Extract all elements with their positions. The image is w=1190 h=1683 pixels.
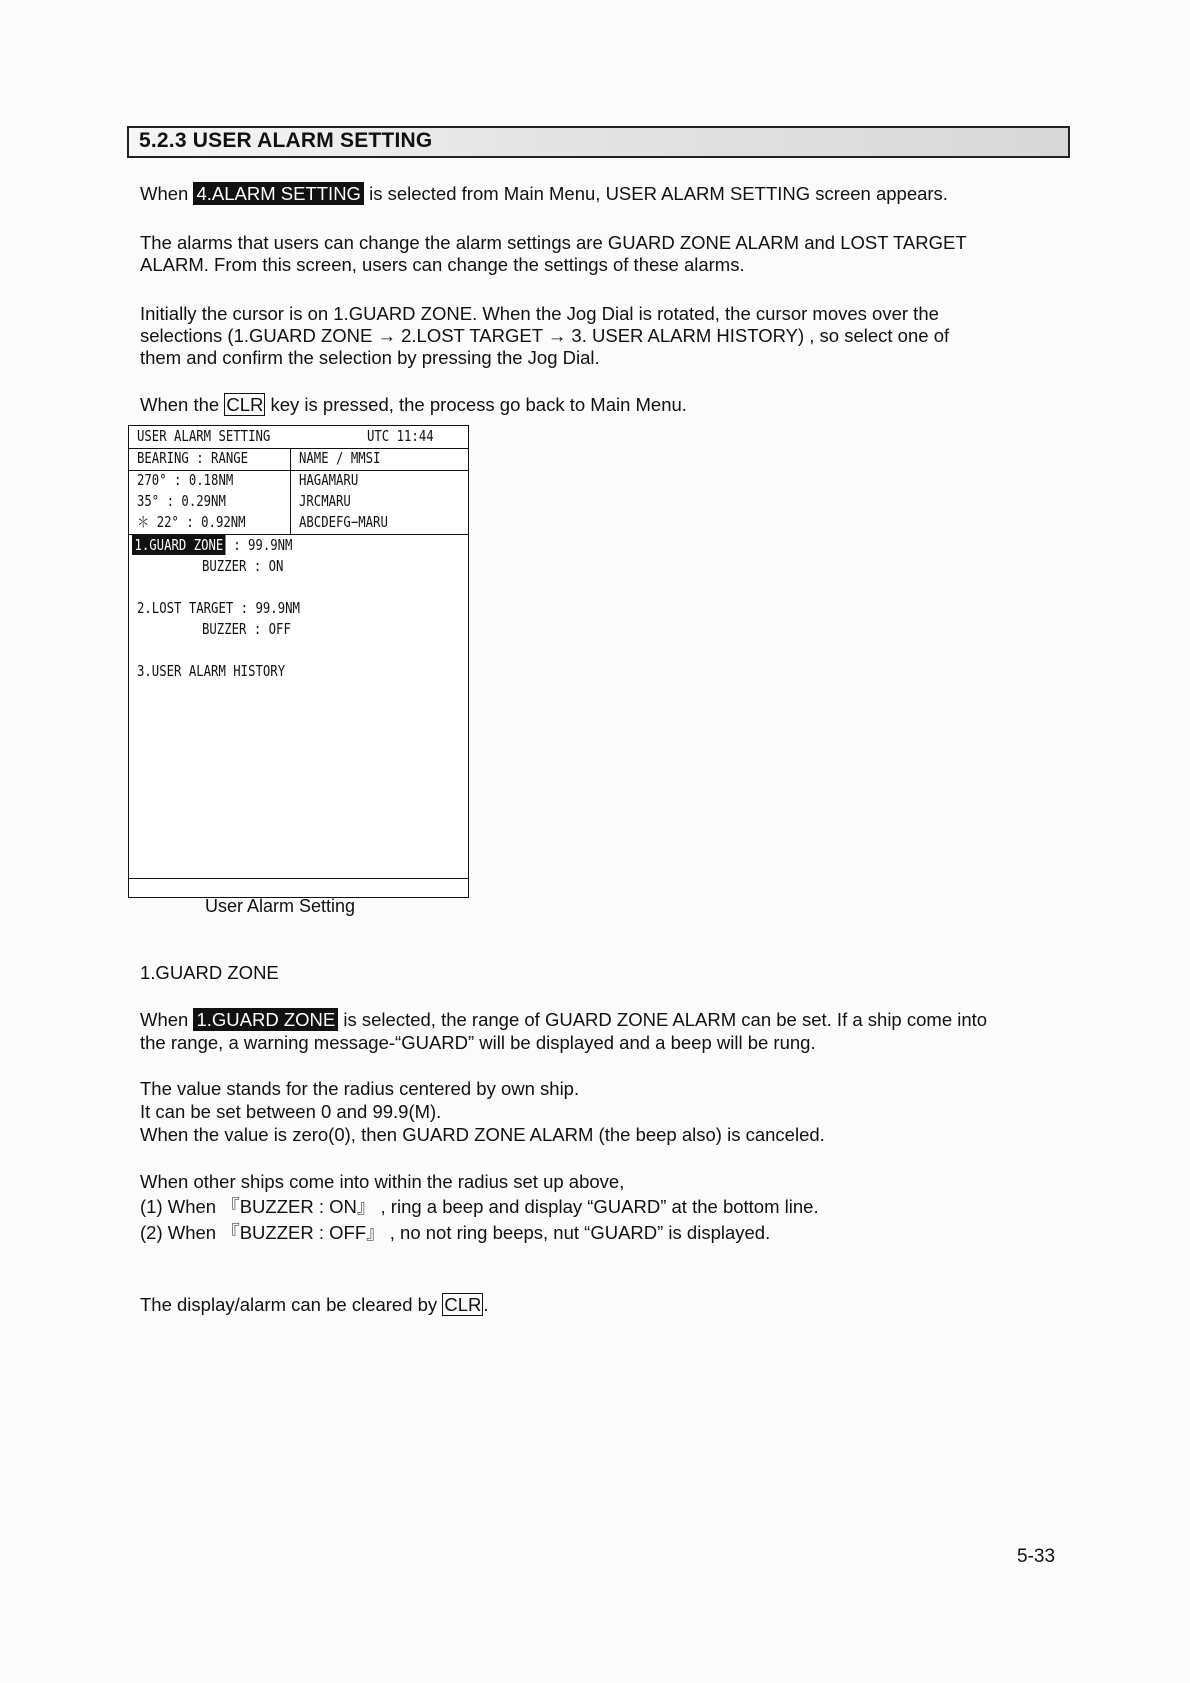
guard-paragraph-2-line-2: It can be set between 0 and 99.9(M). xyxy=(140,1101,442,1122)
text: key is pressed, the process go back to Main Menu. xyxy=(265,394,687,415)
text: When xyxy=(140,183,194,204)
text: When the xyxy=(140,394,225,415)
lost-target-item[interactable]: 2.LOST TARGET : 99.9NM xyxy=(137,599,300,617)
guard-paragraph-2-line-1: The value stands for the radius centered by own ship. xyxy=(140,1078,580,1099)
guard-paragraph-2-line-3: When the value is zero(0), then GUARD ZONE ALARM (the beep also) is canceled. xyxy=(140,1124,825,1145)
lost-target-buzzer[interactable]: BUZZER : OFF xyxy=(202,620,291,638)
guard-zone-label-selected[interactable]: 1.GUARD ZONE xyxy=(132,535,226,555)
menu-key-alarm-setting: 4.ALARM SETTING xyxy=(193,182,363,205)
intro-paragraph-3-line-1: Initially the cursor is on 1.GUARD ZONE. When the Jog Dial is rotated, the cursor moves over the xyxy=(140,303,939,324)
text: The display/alarm can be cleared by xyxy=(140,1294,443,1315)
target-bearing-range: 270° : 0.18NM xyxy=(137,471,234,489)
target-name: HAGAMARU xyxy=(299,471,359,489)
target-bearing-range: 35° : 0.29NM xyxy=(137,492,226,510)
target-name: ABCDEFG−MARU xyxy=(299,513,388,531)
guard-zone-buzzer[interactable]: BUZZER : ON xyxy=(202,557,284,575)
target-bearing-range: ＊ 22° : 0.92NM xyxy=(137,513,246,531)
guard-paragraph-3-line-1: When other ships come into within the radius set up above, xyxy=(140,1171,625,1192)
guard-paragraph-3-line-3: (2) When 『BUZZER : OFF』 , no not ring beeps, nut “GUARD” is displayed. xyxy=(140,1222,771,1243)
guard-zone-value: : 99.9NM xyxy=(225,536,293,554)
guard-paragraph-3-line-2: (1) When 『BUZZER : ON』 , ring a beep and display “GUARD” at the bottom line. xyxy=(140,1196,819,1217)
guard-paragraph-4 xyxy=(140,1293,488,1317)
text: is selected from Main Menu, USER ALARM SETTING screen appears. xyxy=(363,183,948,204)
user-alarm-setting-screen xyxy=(128,425,469,898)
intro-paragraph-4 xyxy=(140,393,687,417)
intro-paragraph-3-line-2: selections (1.GUARD ZONE → 2.LOST TARGET → 3. USER ALARM HISTORY) , so select one of xyxy=(140,325,950,346)
guard-paragraph-1-line-2: the range, a warning message-“GUARD” will be displayed and a beep will be rung. xyxy=(140,1032,816,1053)
column-header-name-mmsi: NAME / MMSI xyxy=(299,449,381,467)
screen-caption: User Alarm Setting xyxy=(205,896,356,916)
target-name: JRCMARU xyxy=(299,492,351,510)
intro-paragraph-2-line-1: The alarms that users can change the alarm settings are GUARD ZONE ALARM and LOST TARGET xyxy=(140,232,967,253)
intro-paragraph-2-line-2: ALARM. From this screen, users can change the settings of these alarms. xyxy=(140,254,745,275)
section-title: 5.2.3 USER ALARM SETTING xyxy=(139,129,433,152)
guard-paragraph-1 xyxy=(140,1008,987,1032)
clr-key: CLR xyxy=(444,1294,482,1315)
text: . xyxy=(483,1294,489,1315)
screen-clock: UTC 11:44 xyxy=(367,427,434,445)
user-alarm-history-item[interactable]: 3.USER ALARM HISTORY xyxy=(137,662,286,680)
intro-paragraph-3-line-3: them and confirm the selection by pressing the Jog Dial. xyxy=(140,347,600,368)
intro-paragraph-1 xyxy=(140,182,948,206)
guard-zone-item[interactable] xyxy=(132,535,292,556)
page-number: 5-33 xyxy=(1017,1546,1056,1567)
column-header-bearing-range: BEARING : RANGE xyxy=(137,449,249,467)
clr-key: CLR xyxy=(226,394,264,415)
guard-zone-heading: 1.GUARD ZONE xyxy=(140,962,279,983)
menu-key-guard-zone: 1.GUARD ZONE xyxy=(193,1008,338,1031)
screen-title: USER ALARM SETTING xyxy=(137,427,271,445)
text: is selected, the range of GUARD ZONE ALARM can be set. If a ship come into xyxy=(338,1009,988,1030)
text: When xyxy=(140,1009,194,1030)
section-header xyxy=(127,126,1070,158)
